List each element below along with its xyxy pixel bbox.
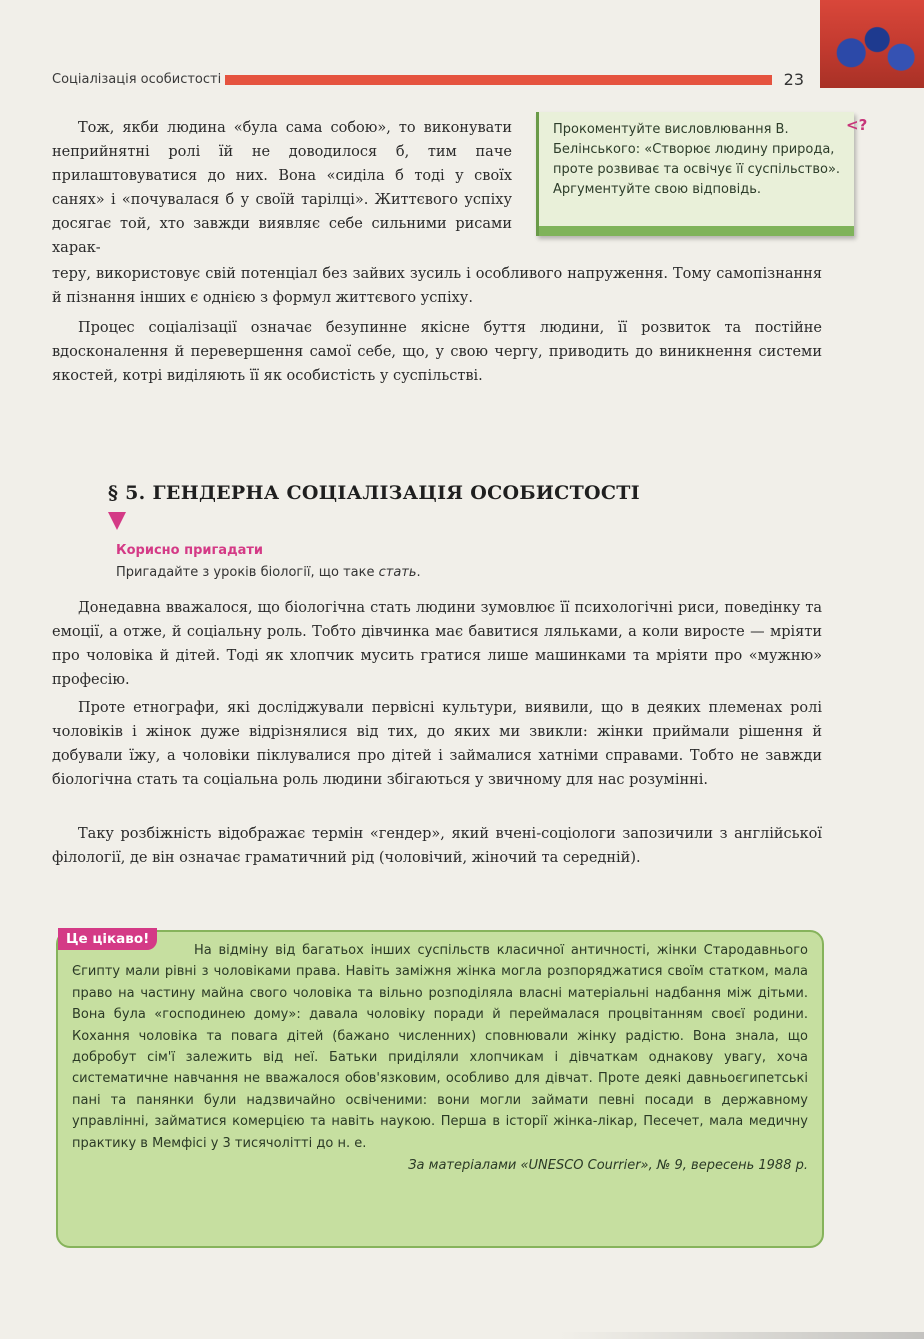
intro-paragraph-1-continued: теру, використовує свій потенціал без зайвих зусиль і особливого напруження. Тому самопізнання й пізнання інших є однією з формул життєвого успіху. bbox=[52, 266, 822, 306]
useful-reminder-end: . bbox=[416, 565, 421, 580]
running-title: Соціалізація особистості bbox=[52, 71, 222, 87]
interesting-fact-box bbox=[56, 930, 824, 1248]
fact-source: За матеріалами «UNESCO Courrier», № 9, вересень 1988 р. bbox=[408, 1158, 808, 1174]
interesting-fact-text: На відміну від багатьох інших суспільств класичної античності, жінки Стародавнього Єгипту мали рівні з чоловіками права. Навіть заміжня жінка могла розпоряджатися своїм статком, мала право на частину майна свого чоловіка та вільно розподіляла власні матеріальні надбання між дітьми. Вона була «господинею дому»: давала чоловіку поради й переймалася процвітанням своєї родини. Кохання чоловіка та повага дітей (бажано численних) сповнювали жінку радістю. Вона знала, що добробут сім'ї залежить від неї. Батьки приділяли хлопчикам і дівчаткам однакову увагу, хоча систематичне навчання не вважалося обов'язковим, особливо для дівчат. Проте деякі давньоєгипетські пані та панянки були надзвичайно освіченими: вони могли займати певні посади в державному управлінні, займатися комерцією та навіть наукою. Перша в історії жінка-лікар, Песечет, мала медичну практику в Мемфісі у 3 тисячолітті до н. е. bbox=[72, 943, 808, 1151]
page-edge-shadow bbox=[560, 1332, 924, 1339]
useful-reminder-text bbox=[116, 565, 421, 580]
header-bar bbox=[225, 75, 771, 85]
useful-reminder-main: Пригадайте з уроків біології, що таке bbox=[116, 565, 379, 580]
comment-box-strip bbox=[539, 226, 854, 236]
comment-task-text: Прокоментуйте висловлювання В. Белінського: «Створює людину природа, проте розвиває та освічує її суспільство». Аргументуйте свою відповідь. bbox=[553, 122, 841, 197]
body-paragraph-1: Донедавна вважалося, що біологічна стать людини зумовлює її психологічні риси, поведінку та емоції, а отже, й соціальну роль. Тобто дівчинка має бавитися ляльками, а коли виросте — мріяти про чоловіка й дітей. Тоді як хлопчик мусить гратися лише машинками та мріяти про «мужню» професію. bbox=[52, 600, 822, 688]
comment-task-box bbox=[536, 112, 854, 236]
useful-reminder-label: Корисно пригадати bbox=[116, 543, 263, 558]
interesting-fact-tag: Це цікаво! bbox=[58, 928, 157, 950]
body-paragraph-2: Проте етнографи, які досліджували первісні культури, виявили, що в деяких племенах ролі чоловіків і жінок дуже відрізнялися від тих, до яких ми звикли: жінки приймали рішення й добували їжу, а чоловіки піклувалися про дітей і займалися хатніми справами. Тобто не завжди біологічна стать та соціальна роль людини збігаються у звичному для нас розумінні. bbox=[52, 700, 822, 788]
section-title: § 5. ГЕНДЕРНА СОЦІАЛІЗАЦІЯ ОСОБИСТОСТІ bbox=[108, 482, 640, 504]
intro-paragraph-2: Процес соціалізації означає безупинне якісне буття людини, її розвиток та постійне вдосконалення й перевершення самої себе, що, у свою чергу, приводить до виникнення системи якостей, котрі виділяють її як особистість у суспільстві. bbox=[52, 320, 822, 384]
body-paragraph-3: Таку розбіжність відображає термін «гендер», який вчені-соціологи запозичили з англійської філології, де він означає граматичний рід (чоловічий, жіночий та середній). bbox=[52, 826, 822, 866]
useful-reminder-term: стать bbox=[378, 565, 417, 580]
corner-illustration bbox=[820, 0, 924, 88]
question-icon: <? bbox=[846, 116, 868, 134]
page-number: 23 bbox=[783, 69, 804, 89]
triangle-marker-icon bbox=[108, 512, 126, 530]
running-header bbox=[52, 68, 804, 90]
intro-paragraph-1: Тож, якби людина «була сама собою», то виконувати неприйнятні ролі їй не доводилося б, тим паче прилаштовуватися до них. Вона «сиділа б тоді у своїх санях» і «почувалася б у своїй тарілці». Життєвого успіху досягає той, хто завжди виявляє себе сильними рисами харак- bbox=[52, 120, 512, 256]
